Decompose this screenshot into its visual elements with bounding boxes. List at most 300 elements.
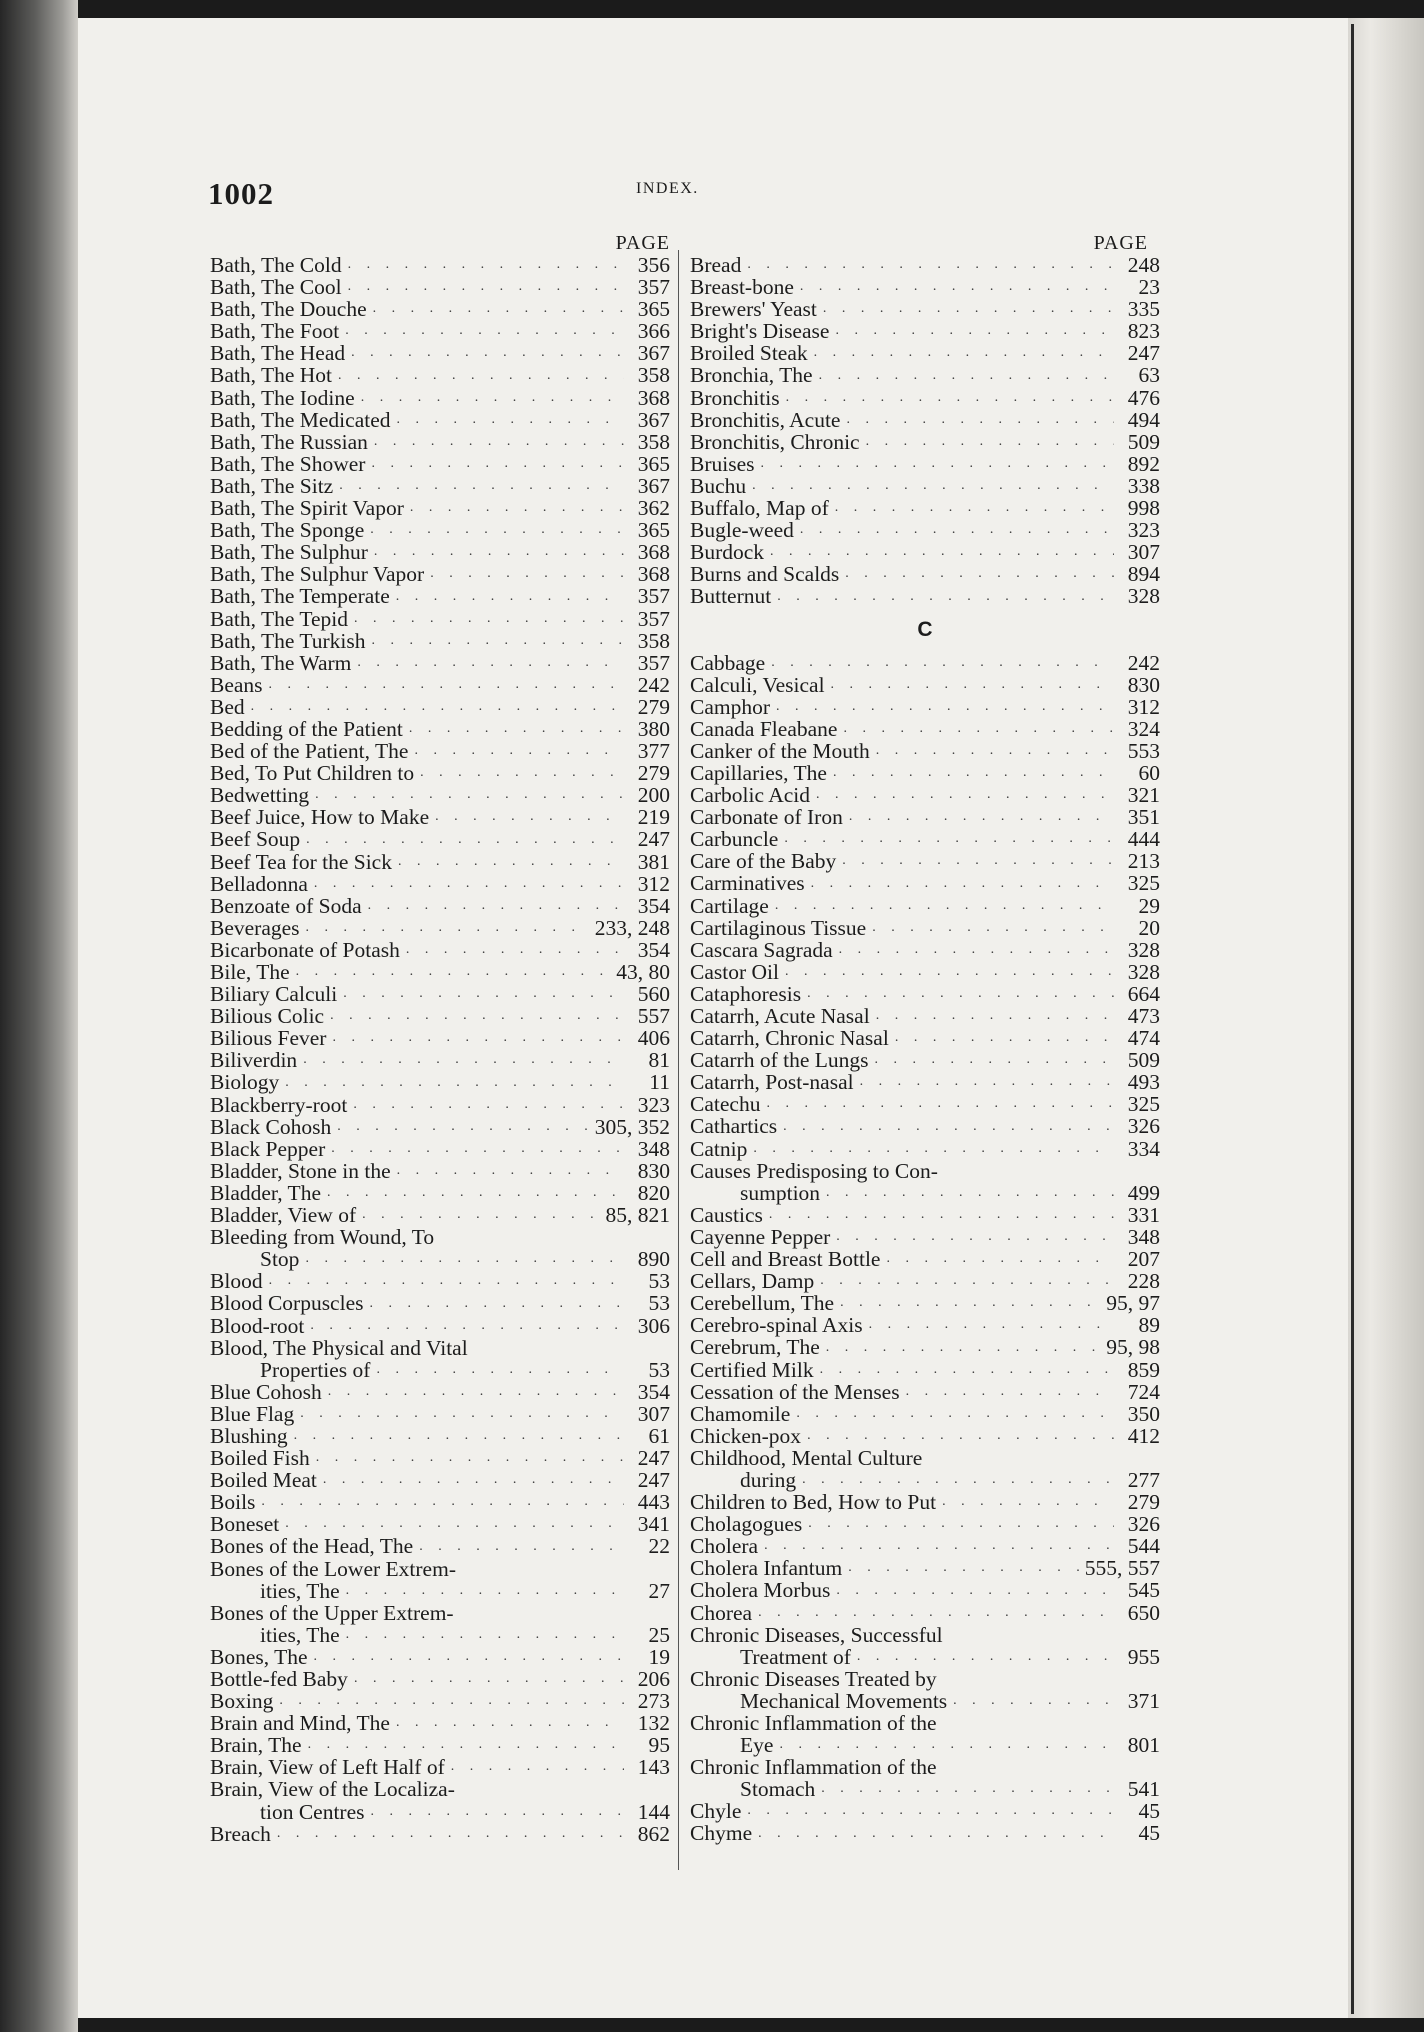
index-entry xyxy=(210,1204,670,1226)
index-entry xyxy=(210,1403,670,1425)
entry-label: Cathartics xyxy=(690,1114,778,1139)
index-entry xyxy=(210,1513,670,1535)
dot-leader xyxy=(846,409,1114,431)
entry-label: Black Cohosh xyxy=(210,1114,332,1139)
entry-label: Beef Juice, How to Make xyxy=(210,805,430,830)
index-entry xyxy=(210,1182,670,1204)
index-entry xyxy=(690,475,1160,497)
index-entry xyxy=(690,1005,1160,1027)
dot-leader xyxy=(435,806,624,828)
dot-leader xyxy=(764,1535,1114,1557)
page-column-heading: PAGE xyxy=(615,232,670,254)
index-entry xyxy=(690,762,1160,784)
entry-page-number: 323 xyxy=(637,1092,670,1117)
index-entry xyxy=(690,254,1160,276)
dot-leader xyxy=(843,718,1114,740)
entry-page-number: 557 xyxy=(637,1004,670,1029)
entry-label: Carbuncle xyxy=(690,827,779,852)
index-entry xyxy=(210,1491,670,1513)
entry-page-number: 85, 821 xyxy=(605,1203,670,1228)
entry-label: Bath, The Warm xyxy=(210,650,352,675)
index-entry xyxy=(690,409,1160,431)
entry-page-number: 53 xyxy=(648,1269,670,1294)
index-entry xyxy=(210,1602,670,1624)
entry-label: Bronchitis xyxy=(690,385,780,410)
entry-page-number: 509 xyxy=(1127,429,1160,454)
dot-leader xyxy=(300,1403,624,1425)
entry-label: Cartilage xyxy=(690,893,769,918)
index-entry xyxy=(690,1071,1160,1093)
entry-label: Bath, The Tepid xyxy=(210,606,349,631)
dot-leader xyxy=(372,630,624,652)
dot-leader xyxy=(839,939,1114,961)
entry-label: Boils xyxy=(210,1490,256,1515)
dot-leader xyxy=(296,961,611,983)
index-entry xyxy=(210,674,670,696)
dot-leader xyxy=(860,1071,1114,1093)
entry-label: Blue Cohosh xyxy=(210,1379,322,1404)
index-entry xyxy=(210,1690,670,1712)
dot-leader xyxy=(285,1513,624,1535)
entry-page-number: 23 xyxy=(1138,275,1160,300)
index-entry xyxy=(690,1248,1160,1270)
entry-label: Bath, The Hot xyxy=(210,363,333,388)
entry-page-number: 443 xyxy=(637,1490,670,1515)
entry-label: Bath, The Turkish xyxy=(210,628,366,653)
entry-page-number: 365 xyxy=(637,297,670,322)
entry-page-number: 351 xyxy=(1127,805,1160,830)
dot-leader xyxy=(374,431,624,453)
entry-label: Bottle-fed Baby xyxy=(210,1667,348,1691)
entry-page-number: 335 xyxy=(1127,297,1160,322)
entry-label: Canada Fleabane xyxy=(690,716,838,741)
index-entry xyxy=(690,1469,1160,1491)
entry-page-number: 248 xyxy=(1127,253,1160,277)
index-column-left xyxy=(210,232,670,1845)
entry-label: Biliary Calculi xyxy=(210,982,338,1007)
dot-leader xyxy=(814,342,1114,364)
entry-page-number: 132 xyxy=(637,1711,670,1736)
dot-leader xyxy=(357,652,624,674)
entry-page-number: 955 xyxy=(1127,1644,1160,1669)
dot-leader xyxy=(831,674,1114,696)
entry-page-number: 207 xyxy=(1127,1247,1160,1272)
entry-label: Boxing xyxy=(210,1689,274,1714)
entry-page-number: 95, 97 xyxy=(1106,1291,1160,1316)
entry-page-number: 219 xyxy=(637,805,670,830)
entry-label: Care of the Baby xyxy=(690,849,837,874)
index-entry xyxy=(690,939,1160,961)
entry-page-number: 724 xyxy=(1127,1379,1160,1404)
index-entry xyxy=(690,1336,1160,1358)
dot-leader xyxy=(800,276,1114,298)
entry-label: Beef Tea for the Sick xyxy=(210,849,392,874)
entry-page-number: 406 xyxy=(637,1026,670,1051)
entry-page-number: 328 xyxy=(1127,937,1160,962)
entry-label: Cartilaginous Tissue xyxy=(690,915,867,940)
entry-page-number: 820 xyxy=(637,1180,670,1205)
entry-label: Carbonate of Iron xyxy=(690,805,843,830)
dot-leader xyxy=(345,320,624,342)
entry-label: Calculi, Vesical xyxy=(690,672,825,697)
entry-label: Chyme xyxy=(690,1821,753,1846)
entry-label: Brain, View of Left Half of xyxy=(210,1755,445,1780)
entry-page-number: 380 xyxy=(637,716,670,741)
entry-page-number: 357 xyxy=(637,606,670,631)
entry-page-number: 279 xyxy=(1127,1490,1160,1515)
dot-leader xyxy=(397,1160,624,1182)
entry-page-number: 859 xyxy=(1127,1357,1160,1382)
entry-label: Broiled Steak xyxy=(690,341,808,366)
entry-label: Cholagogues xyxy=(690,1512,803,1537)
dot-leader xyxy=(820,1270,1114,1292)
entry-page-number: 307 xyxy=(1127,540,1160,565)
column-divider xyxy=(678,250,679,1870)
index-entry xyxy=(690,453,1160,475)
entry-page-number: 81 xyxy=(648,1048,670,1073)
dot-leader xyxy=(398,851,624,873)
entry-page-number: 228 xyxy=(1127,1269,1160,1294)
index-entry xyxy=(690,1292,1160,1314)
entry-label: Bright's Disease xyxy=(690,319,830,344)
index-entry xyxy=(210,1071,670,1093)
index-entry xyxy=(690,806,1160,828)
dot-leader xyxy=(786,387,1114,409)
entry-label: Breach xyxy=(210,1821,271,1846)
dot-leader xyxy=(776,696,1114,718)
entry-label: Black Pepper xyxy=(210,1136,326,1161)
index-entry xyxy=(690,983,1160,1005)
index-entry xyxy=(690,1513,1160,1535)
index-entry xyxy=(210,541,670,563)
index-entry xyxy=(210,1292,670,1314)
entry-label: Bread xyxy=(690,253,742,277)
entry-label: Catarrh, Post-nasal xyxy=(690,1070,854,1095)
entry-page-number: 305, 352 xyxy=(594,1114,670,1139)
index-entry xyxy=(690,497,1160,519)
index-entry xyxy=(210,1580,670,1602)
dot-leader xyxy=(752,475,1114,497)
entry-page-number: 279 xyxy=(637,694,670,719)
entry-label: Bicarbonate of Potash xyxy=(210,937,400,962)
dot-leader xyxy=(331,1138,624,1160)
dot-leader xyxy=(330,1005,624,1027)
entry-page-number: 499 xyxy=(1127,1180,1160,1205)
entry-label: Cholera Morbus xyxy=(690,1578,831,1603)
dot-leader xyxy=(769,1204,1114,1226)
dot-leader xyxy=(251,696,624,718)
entry-label: Breast-bone xyxy=(690,275,794,300)
entry-label: Cessation of the Menses xyxy=(690,1379,900,1404)
entry-page-number: 368 xyxy=(637,385,670,410)
entry-page-number: 27 xyxy=(648,1578,670,1603)
index-entry xyxy=(210,453,670,475)
dot-leader xyxy=(758,1602,1114,1624)
entry-page-number: 338 xyxy=(1127,473,1160,498)
entry-page-number: 328 xyxy=(1127,584,1160,609)
dot-leader xyxy=(369,1293,624,1315)
index-entry xyxy=(210,939,670,961)
dot-leader xyxy=(306,829,624,851)
dot-leader xyxy=(348,276,624,298)
dot-leader xyxy=(269,1270,624,1292)
entry-label: Caustics xyxy=(690,1202,763,1227)
index-entry xyxy=(210,1116,670,1138)
index-entry xyxy=(690,1093,1160,1115)
entry-label: Bath, The Sponge xyxy=(210,518,365,543)
book-spine xyxy=(0,0,78,2032)
entry-label: Bile, The xyxy=(210,960,290,984)
entry-label: Beans xyxy=(210,672,263,697)
index-entry xyxy=(690,1734,1160,1756)
entry-page-number: 894 xyxy=(1127,562,1160,587)
dot-leader xyxy=(343,983,624,1005)
entry-label: Eye xyxy=(740,1733,774,1758)
entry-label: Beef Soup xyxy=(210,827,301,852)
page-number: 1002 xyxy=(208,176,274,211)
entry-label: Brain, View of the Localiza- xyxy=(210,1777,455,1802)
entry-page-number: 823 xyxy=(1127,319,1160,344)
index-entry xyxy=(210,917,670,939)
index-entry xyxy=(690,320,1160,342)
entry-label: Stomach xyxy=(740,1777,816,1802)
entry-label: Chamomile xyxy=(690,1401,791,1426)
entry-label: Bedwetting xyxy=(210,783,310,808)
entry-page-number: 354 xyxy=(637,937,670,962)
entry-label: Chronic Inflammation of the xyxy=(690,1711,937,1735)
entry-page-number: 354 xyxy=(637,893,670,918)
index-entry xyxy=(210,1027,670,1049)
index-entry xyxy=(690,784,1160,806)
entry-page-number: 45 xyxy=(1138,1821,1160,1846)
index-entry xyxy=(690,1602,1160,1624)
index-entry xyxy=(210,364,670,386)
index-entry xyxy=(690,652,1160,674)
index-column-right xyxy=(690,232,1160,1845)
index-entry xyxy=(690,1226,1160,1248)
entry-label: Cell and Breast Bottle xyxy=(690,1247,881,1272)
index-entry xyxy=(690,1403,1160,1425)
entry-label: Bilious Colic xyxy=(210,1004,325,1029)
dot-leader xyxy=(849,806,1114,828)
index-entry xyxy=(210,1558,670,1580)
entry-page-number: 553 xyxy=(1127,738,1160,763)
entry-page-number: 830 xyxy=(1127,672,1160,697)
dot-leader xyxy=(906,1381,1114,1403)
entry-page-number: 323 xyxy=(1127,518,1160,543)
entry-label: Camphor xyxy=(690,694,771,719)
entry-label: Bladder, Stone in the xyxy=(210,1158,391,1183)
index-entry xyxy=(210,1160,670,1182)
dot-leader xyxy=(315,784,624,806)
index-entry xyxy=(690,872,1160,894)
entry-label: Blood xyxy=(210,1269,263,1294)
index-entry xyxy=(210,1535,670,1557)
entry-page-number: 367 xyxy=(637,407,670,432)
entry-page-number: 890 xyxy=(637,1247,670,1272)
dot-leader xyxy=(337,1116,589,1138)
entry-label: Bones of the Lower Extrem- xyxy=(210,1556,456,1581)
dot-leader xyxy=(368,895,624,917)
entry-label: Cerebrum, The xyxy=(690,1335,820,1360)
entry-page-number: 247 xyxy=(1127,341,1160,366)
dot-leader xyxy=(758,1823,1114,1845)
dot-leader xyxy=(819,365,1114,387)
index-entry xyxy=(210,1138,670,1160)
index-entry xyxy=(210,1734,670,1756)
entry-label: Bath, The Temperate xyxy=(210,584,390,609)
dot-leader xyxy=(779,1734,1114,1756)
index-entry xyxy=(690,563,1160,585)
index-entry xyxy=(690,1049,1160,1071)
index-entry xyxy=(210,1226,670,1248)
entry-label: Catechu xyxy=(690,1092,761,1117)
entry-page-number: 144 xyxy=(637,1799,670,1824)
index-entry xyxy=(690,961,1160,983)
index-entry xyxy=(210,298,670,320)
entry-page-number: 541 xyxy=(1127,1777,1160,1802)
index-entry xyxy=(690,276,1160,298)
index-entry xyxy=(210,696,670,718)
dot-leader xyxy=(451,1756,624,1778)
index-entry xyxy=(210,1381,670,1403)
entry-page-number: 368 xyxy=(637,540,670,565)
entry-page-number: 493 xyxy=(1127,1070,1160,1095)
dot-leader xyxy=(419,1536,624,1558)
entry-label: Childhood, Mental Culture xyxy=(690,1445,923,1470)
entry-page-number: 307 xyxy=(637,1401,670,1426)
dot-leader xyxy=(346,1580,624,1602)
entry-page-number: 95 xyxy=(648,1733,670,1758)
dot-leader xyxy=(409,718,624,740)
entry-page-number: 247 xyxy=(637,827,670,852)
dot-leader xyxy=(747,254,1114,276)
entry-page-number: 95, 98 xyxy=(1106,1335,1160,1360)
dot-leader xyxy=(303,1049,624,1071)
entry-label: Cataphoresis xyxy=(690,981,802,1006)
entry-label: Chyle xyxy=(690,1799,742,1824)
dot-leader xyxy=(314,1646,624,1668)
entry-page-number: 356 xyxy=(637,253,670,277)
index-entry xyxy=(210,276,670,298)
dot-leader xyxy=(784,828,1114,850)
entry-page-number: 20 xyxy=(1138,915,1160,940)
entry-page-number: 325 xyxy=(1127,871,1160,896)
dot-leader xyxy=(826,1337,1100,1359)
index-entry xyxy=(210,851,670,873)
index-entry xyxy=(210,342,670,364)
dot-leader xyxy=(362,1204,599,1226)
entry-label: Bladder, View of xyxy=(210,1203,357,1228)
entry-label: Bedding of the Patient xyxy=(210,716,403,741)
entry-page-number: 45 xyxy=(1138,1799,1160,1824)
index-entry xyxy=(210,585,670,607)
dot-leader xyxy=(842,850,1114,872)
entry-label: Biliverdin xyxy=(210,1048,298,1073)
entry-label: Bronchitis, Chronic xyxy=(690,429,860,454)
dot-leader xyxy=(811,873,1114,895)
index-entry xyxy=(690,917,1160,939)
entry-label: Bruises xyxy=(690,451,755,476)
entry-page-number: 357 xyxy=(637,275,670,300)
entry-label: Boiled Fish xyxy=(210,1446,310,1471)
entry-page-number: 367 xyxy=(637,341,670,366)
entry-page-number: 354 xyxy=(637,1379,670,1404)
entry-label: Boiled Meat xyxy=(210,1468,317,1493)
entry-label: Bath, The Head xyxy=(210,341,346,366)
dot-leader xyxy=(354,608,624,630)
entry-label: Bones of the Head, The xyxy=(210,1534,414,1559)
entry-page-number: 357 xyxy=(637,584,670,609)
index-entry xyxy=(690,1270,1160,1292)
dot-leader xyxy=(328,1381,624,1403)
entry-label: Cerebellum, The xyxy=(690,1291,835,1316)
dot-leader xyxy=(807,1425,1114,1447)
dot-leader xyxy=(305,1248,624,1270)
dot-leader xyxy=(314,873,624,895)
entry-label: Beverages xyxy=(210,915,300,940)
index-entry xyxy=(690,1138,1160,1160)
entry-label: Bath, The Sulphur Vapor xyxy=(210,562,425,587)
entry-label: ities, The xyxy=(260,1578,340,1603)
index-entry xyxy=(210,1756,670,1778)
index-entry xyxy=(690,541,1160,563)
dot-leader xyxy=(373,298,624,320)
index-entry xyxy=(210,1270,670,1292)
entry-label: Cayenne Pepper xyxy=(690,1224,831,1249)
entry-label: Catnip xyxy=(690,1136,748,1161)
index-entry xyxy=(210,983,670,1005)
entry-label: Bath, The Foot xyxy=(210,319,340,344)
dot-leader xyxy=(323,1469,624,1491)
dot-leader xyxy=(835,497,1114,519)
entry-label: Bones, The xyxy=(210,1644,308,1669)
facing-page-edge xyxy=(1348,18,1424,2018)
index-entry xyxy=(690,1115,1160,1137)
entry-page-number: 306 xyxy=(637,1313,670,1338)
entry-label: Cholera Infantum xyxy=(690,1556,843,1581)
entry-page-number: 324 xyxy=(1127,716,1160,741)
index-entry xyxy=(210,475,670,497)
entry-label: Canker of the Mouth xyxy=(690,738,870,763)
entry-page-number: 473 xyxy=(1127,1004,1160,1028)
dot-leader xyxy=(875,1049,1114,1071)
dot-leader xyxy=(753,1138,1114,1160)
index-entry xyxy=(690,674,1160,696)
dot-leader xyxy=(376,1359,624,1381)
dot-leader xyxy=(269,674,624,696)
gutter-line xyxy=(1351,24,1354,2014)
entry-label: Capillaries, The xyxy=(690,760,827,785)
dot-leader xyxy=(942,1491,1114,1513)
entry-page-number: 247 xyxy=(637,1446,670,1471)
index-entry xyxy=(690,1359,1160,1381)
index-entry xyxy=(690,298,1160,320)
dot-leader xyxy=(833,762,1114,784)
index-entry xyxy=(690,1646,1160,1668)
entry-page-number: 312 xyxy=(637,871,670,896)
index-entry xyxy=(210,254,670,276)
index-entry xyxy=(690,1381,1160,1403)
dot-leader xyxy=(840,1292,1100,1314)
entry-page-number: 53 xyxy=(648,1357,670,1382)
entry-label: Burns and Scalds xyxy=(690,562,840,587)
index-entry xyxy=(210,1778,670,1800)
entry-label: Bronchitis, Acute xyxy=(690,407,841,432)
entry-label: Bath, The Douche xyxy=(210,297,367,322)
entry-label: Blushing xyxy=(210,1423,288,1448)
entry-label: Catarrh of the Lungs xyxy=(690,1048,869,1073)
